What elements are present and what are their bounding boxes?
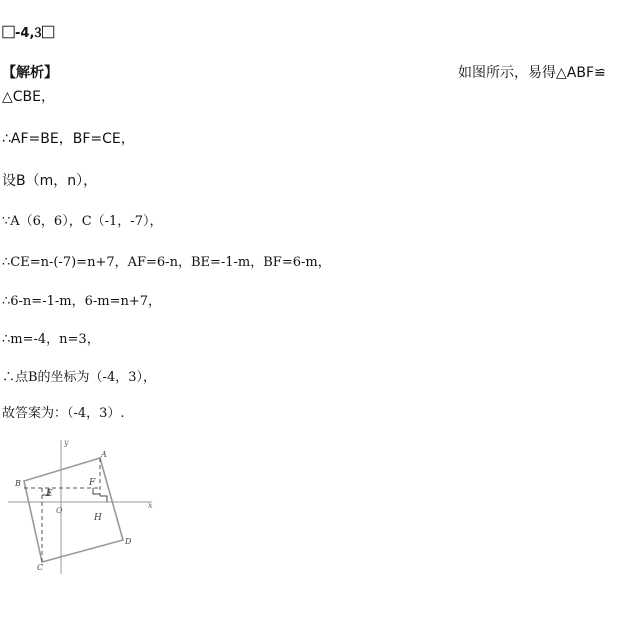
answer-line: ⃞-4,3⃞ bbox=[2, 26, 55, 41]
solution-line-2: ∴AF=BE，BF=CE， bbox=[2, 131, 135, 147]
point-d-label: D bbox=[125, 537, 132, 546]
point-a-label: A bbox=[101, 450, 107, 459]
solution-line-4: ∵A（6，6），C（-1，-7）， bbox=[2, 214, 163, 229]
point-f-label: F bbox=[89, 478, 96, 488]
solution-line-5: ∴CE=n-(-7)=n+7，AF=6-n，BE=-1-m，BF=6-m， bbox=[2, 255, 331, 270]
analysis-intro: 如图所示，易得△ABF≌ bbox=[458, 65, 606, 81]
geometry-figure bbox=[8, 436, 168, 576]
point-h-label: H bbox=[94, 513, 102, 523]
right-angle-h bbox=[100, 496, 107, 502]
origin-label: O bbox=[56, 506, 63, 515]
solution-line-9: 故答案为：（-4，3）. bbox=[2, 406, 125, 421]
square-abcd bbox=[24, 458, 123, 562]
solution-line-3: 设B（m，n）， bbox=[2, 173, 98, 189]
analysis-label: 【解析】 bbox=[2, 65, 58, 81]
point-c-label: C bbox=[37, 563, 44, 572]
solution-line-1: △CBE， bbox=[2, 89, 55, 105]
x-axis-label: x bbox=[148, 501, 153, 510]
y-axis-label: y bbox=[64, 438, 69, 447]
point-b-label: B bbox=[15, 479, 21, 488]
solution-line-8: ∴点B的坐标为（-4，3）， bbox=[2, 370, 156, 385]
point-e-label: E bbox=[46, 489, 53, 499]
right-angle-f bbox=[93, 488, 100, 494]
solution-line-6: ∴6-n=-1-m，6-m=n+7， bbox=[2, 294, 162, 309]
solution-line-7: ∴m=-4，n=3， bbox=[2, 332, 100, 347]
